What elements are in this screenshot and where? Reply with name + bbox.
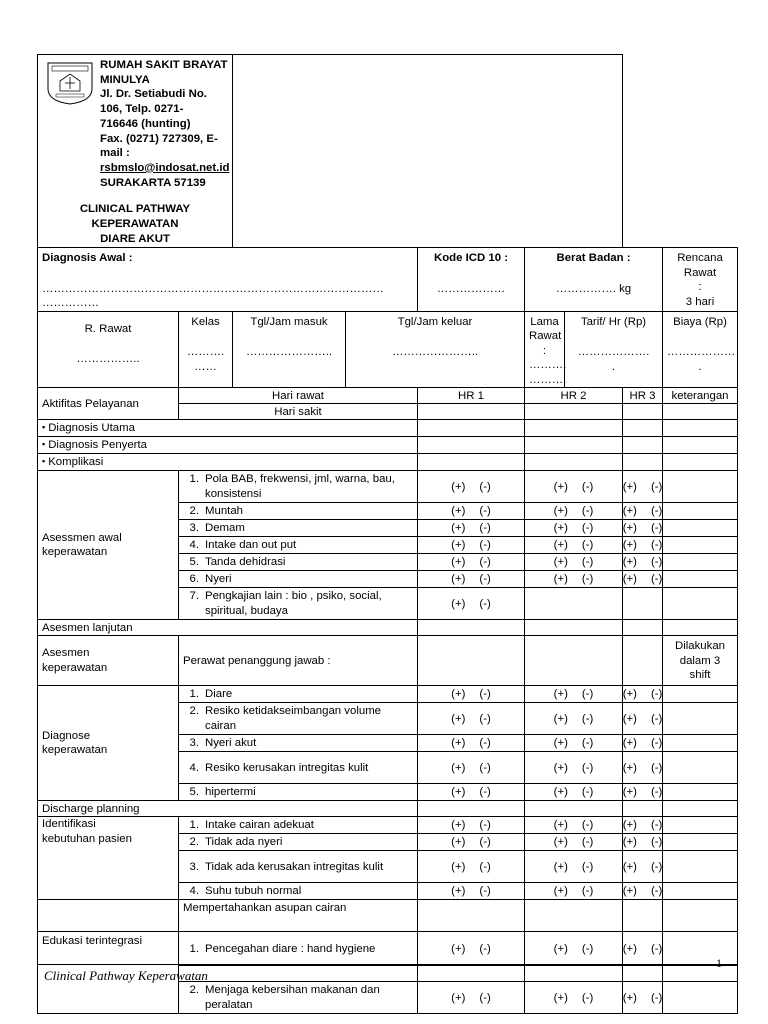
hr2-check[interactable]: (+) (-)	[525, 883, 623, 900]
hr1-check[interactable]: (+) (-)	[418, 571, 525, 588]
r-rawat-dots: ……………..	[76, 353, 140, 366]
hospital-logo-icon	[44, 61, 96, 105]
dilakukan-3-shift: Dilakukan dalam 3 shift	[663, 636, 738, 686]
list-item: 1. Intake cairan adekuat	[179, 817, 418, 834]
asesmen-awal-label-1: Asessmen awal	[42, 531, 122, 544]
kode-icd-label: Kode ICD 10 :	[433, 252, 509, 265]
hr1-check[interactable]: (+) (-)	[418, 834, 525, 851]
diagnose-keperawatan-label: Diagnose keperawatan	[38, 686, 179, 801]
hr1-check[interactable]: (+) (-)	[418, 883, 525, 900]
diagnosis-utama: ▪ Diagnosis Utama	[38, 420, 418, 437]
hr1-check[interactable]: (+) (-)	[418, 588, 525, 620]
biaya-dots: ………………	[667, 346, 736, 359]
tgl-masuk-dots: …………………..	[245, 346, 333, 359]
hr1-label: HR 1	[418, 388, 525, 404]
biaya-dots-2: .	[698, 360, 702, 373]
rencana-rawat-colon: :	[698, 281, 702, 294]
lama-rawat-label: Lama	[530, 315, 559, 328]
hr2-check[interactable]: (+) (-)	[525, 817, 623, 834]
kelas-label: Kelas	[191, 315, 220, 328]
discharge-planning-label: Discharge planning	[38, 801, 418, 817]
berat-badan-label: Berat Badan :	[556, 252, 631, 265]
asesmen-awal-label	[38, 471, 179, 620]
keterangan-label: keterangan	[663, 388, 738, 404]
header-blank-cell	[233, 55, 623, 248]
hr1-check[interactable]: (+) (-)	[418, 752, 525, 784]
hr3-label: HR 3	[623, 388, 663, 404]
tarif-label: Tarif/ Hr (Rp)	[580, 315, 647, 328]
tgl-keluar-dots: …………………..	[391, 346, 479, 359]
list-item: 3. Nyeri akut	[179, 735, 418, 752]
hospital-info	[96, 55, 233, 206]
lama-rawat-label-2: Rawat :	[529, 330, 562, 357]
hr2-check[interactable]: (+) (-)	[525, 686, 623, 703]
rencana-rawat-label: Rencana Rawat	[677, 252, 723, 279]
hospital-address-2: 716646 (hunting)	[100, 117, 191, 130]
hr3-check[interactable]: (+) (-)	[623, 817, 663, 834]
hr2-check[interactable]: (+) (-)	[525, 851, 623, 883]
hr3-check[interactable]: (+) (-)	[623, 834, 663, 851]
edukasi-label: Edukasi terintegrasi	[38, 932, 179, 1014]
list-item: 4. Resiko kerusakan intregitas kulit	[179, 752, 418, 784]
page-number: 1	[716, 956, 722, 970]
list-item: 1. Pencegahan diare : hand hygiene	[179, 932, 418, 966]
pathway-title-line2: DIARE AKUT	[100, 233, 170, 246]
asesmen-awal-label-2: keperawatan	[42, 546, 108, 559]
identifikasi-label: Identifikasi kebutuhan pasien	[38, 817, 179, 900]
hr1-check[interactable]: (+) (-)	[418, 982, 525, 1014]
hospital-fax: Fax. (0271) 727309, E-mail :	[100, 132, 218, 160]
hr2-check[interactable]: (+) (-)	[525, 703, 623, 735]
hr3-check[interactable]: (+) (-)	[623, 851, 663, 883]
hospital-city: SURAKARTA 57139	[100, 176, 206, 189]
biaya-cell	[663, 311, 738, 388]
asesmen-lanjutan-label: Asesmen lanjutan	[38, 620, 418, 636]
diagnosis-awal-label: Diagnosis Awal :	[42, 252, 133, 265]
hr3-check[interactable]: (+) (-)	[623, 752, 663, 784]
aktifitas-pelayanan-label: Aktifitas Pelayanan	[38, 388, 179, 420]
hr2-check[interactable]: (+) (-)	[525, 554, 623, 571]
hr3-check[interactable]: (+) (-)	[623, 982, 663, 1014]
kelas-cell	[179, 311, 233, 388]
hr3-check[interactable]: (+) (-)	[623, 932, 663, 966]
hr1-check[interactable]: (+) (-)	[418, 471, 525, 503]
hospital-email: rsbmslo@indosat.net.id	[100, 161, 230, 174]
tgl-keluar-label: Tgl/Jam keluar	[397, 315, 473, 328]
hr3-check[interactable]: (+) (-)	[623, 554, 663, 571]
list-item: 2. Menjaga kebersihan makanan dan peralatan	[179, 982, 418, 1014]
hr1-check[interactable]: (+) (-)	[418, 520, 525, 537]
hr3-check[interactable]: (+) (-)	[623, 520, 663, 537]
list-item: 2. Resiko ketidakseimbangan volume cairan	[179, 703, 418, 735]
r-rawat-cell	[38, 311, 179, 388]
list-item: 5. hipertermi	[179, 784, 418, 801]
hr2-check[interactable]: (+) (-)	[525, 520, 623, 537]
berat-badan-value: ……………. kg	[555, 282, 632, 295]
list-item: 6. Nyeri	[179, 571, 418, 588]
diagnosis-awal-cell	[38, 248, 418, 312]
hr1-check[interactable]: (+) (-)	[418, 537, 525, 554]
hr2-check[interactable]: (+) (-)	[525, 503, 623, 520]
hr2-check[interactable]: (+) (-)	[525, 752, 623, 784]
pathway-title	[38, 202, 232, 247]
list-item: 3. Demam	[179, 520, 418, 537]
perawat-penanggung-jawab: Perawat penanggung jawab :	[179, 636, 418, 686]
hr1-check[interactable]: (+) (-)	[418, 554, 525, 571]
lama-rawat-cell	[525, 311, 565, 388]
tarif-dots: ……………….	[577, 346, 650, 359]
mempertahankan-asupan: Mempertahankan asupan cairan	[179, 900, 418, 932]
rencana-rawat-value: 3 hari	[685, 295, 715, 308]
diagnosis-awal-dots-2: ……………	[42, 297, 99, 310]
hospital-address-1: Jl. Dr. Setiabudi No. 106, Telp. 0271-	[100, 88, 207, 116]
diagnosis-awal-dots: ………………………………………………………………………………	[42, 282, 384, 295]
list-item: 4. Suhu tubuh normal	[179, 883, 418, 900]
hr2-check[interactable]: (+) (-)	[525, 982, 623, 1014]
tgl-masuk-label: Tgl/Jam masuk	[250, 315, 328, 328]
hr1-check[interactable]: (+) (-)	[418, 735, 525, 752]
hari-sakit-label: Hari sakit	[179, 404, 418, 420]
komplikasi: ▪ Komplikasi	[38, 454, 418, 471]
kode-icd-dots: ………………	[436, 282, 506, 295]
hr3-check[interactable]: (+) (-)	[623, 883, 663, 900]
list-item: 1. Diare	[179, 686, 418, 703]
hospital-logo	[38, 55, 96, 206]
hr3-check[interactable]: (+) (-)	[623, 471, 663, 503]
list-item: 4. Intake dan out put	[179, 537, 418, 554]
hr2-check[interactable]: (+) (-)	[525, 537, 623, 554]
kelas-dots: ……….	[186, 346, 225, 359]
hr2-check[interactable]: (+) (-)	[525, 834, 623, 851]
hr1-check[interactable]: (+) (-)	[418, 703, 525, 735]
rencana-rawat-cell	[663, 248, 738, 312]
list-item: 1. Pola BAB, frekwensi, jml, warna, bau, konsistensi	[179, 471, 418, 503]
list-item: 3. Tidak ada kerusakan intregitas kulit	[179, 851, 418, 883]
berat-badan-cell	[525, 248, 663, 312]
hr1-check[interactable]: (+) (-)	[418, 932, 525, 966]
footer-text: Clinical Pathway Keperawatan	[44, 968, 208, 983]
hospital-header-cell	[38, 55, 233, 248]
list-item: 7. Pengkajian lain : bio , psiko, social, spiritual, budaya	[179, 588, 418, 620]
biaya-label: Biaya (Rp)	[673, 315, 727, 328]
hr1-check[interactable]: (+) (-)	[418, 503, 525, 520]
tgl-keluar-cell	[346, 311, 525, 388]
lama-rawat-dots-2: ……….	[529, 373, 567, 386]
hr2-check[interactable]: (+) (-)	[525, 471, 623, 503]
hr1-check[interactable]: (+) (-)	[418, 686, 525, 703]
kode-icd-cell	[418, 248, 525, 312]
hr2-check[interactable]: (+) (-)	[525, 571, 623, 588]
hr3-check[interactable]: (+) (-)	[623, 503, 663, 520]
hr2-check[interactable]: (+) (-)	[525, 784, 623, 801]
hr1-check[interactable]: (+) (-)	[418, 817, 525, 834]
asesmen-keperawatan-label: Asesmen keperawatan	[38, 636, 179, 686]
hr2-label: HR 2	[525, 388, 623, 404]
hari-rawat-label: Hari rawat	[179, 388, 418, 404]
tarif-dots-2: .	[611, 360, 616, 373]
hr3-check[interactable]: (+) (-)	[623, 735, 663, 752]
tarif-cell	[565, 311, 663, 388]
footer-divider	[37, 964, 737, 965]
lama-rawat-dots: ……….	[529, 359, 567, 372]
clinical-pathway-sheet	[37, 54, 737, 1014]
hr3-check[interactable]: (+) (-)	[623, 571, 663, 588]
list-item: 5. Tanda dehidrasi	[179, 554, 418, 571]
hospital-name: RUMAH SAKIT BRAYAT MINULYA	[100, 59, 228, 86]
kelas-dots-2: ……	[194, 360, 217, 373]
hr3-check[interactable]: (+) (-)	[623, 537, 663, 554]
list-item: 2. Tidak ada nyeri	[179, 834, 418, 851]
hr3-check[interactable]: (+) (-)	[623, 703, 663, 735]
pathway-table	[37, 54, 738, 1014]
hr1-check[interactable]: (+) (-)	[418, 851, 525, 883]
tgl-masuk-cell	[233, 311, 346, 388]
hr2-check[interactable]: (+) (-)	[525, 735, 623, 752]
diagnosis-penyerta: ▪ Diagnosis Penyerta	[38, 437, 418, 454]
hr1-check[interactable]: (+) (-)	[418, 784, 525, 801]
hr3-check[interactable]: (+) (-)	[623, 784, 663, 801]
r-rawat-label: R. Rawat	[84, 322, 132, 335]
list-item: 2. Muntah	[179, 503, 418, 520]
hr3-check[interactable]: (+) (-)	[623, 686, 663, 703]
hr2-check[interactable]: (+) (-)	[525, 932, 623, 966]
pathway-title-line1: CLINICAL PATHWAY KEPERAWATAN	[79, 203, 191, 231]
